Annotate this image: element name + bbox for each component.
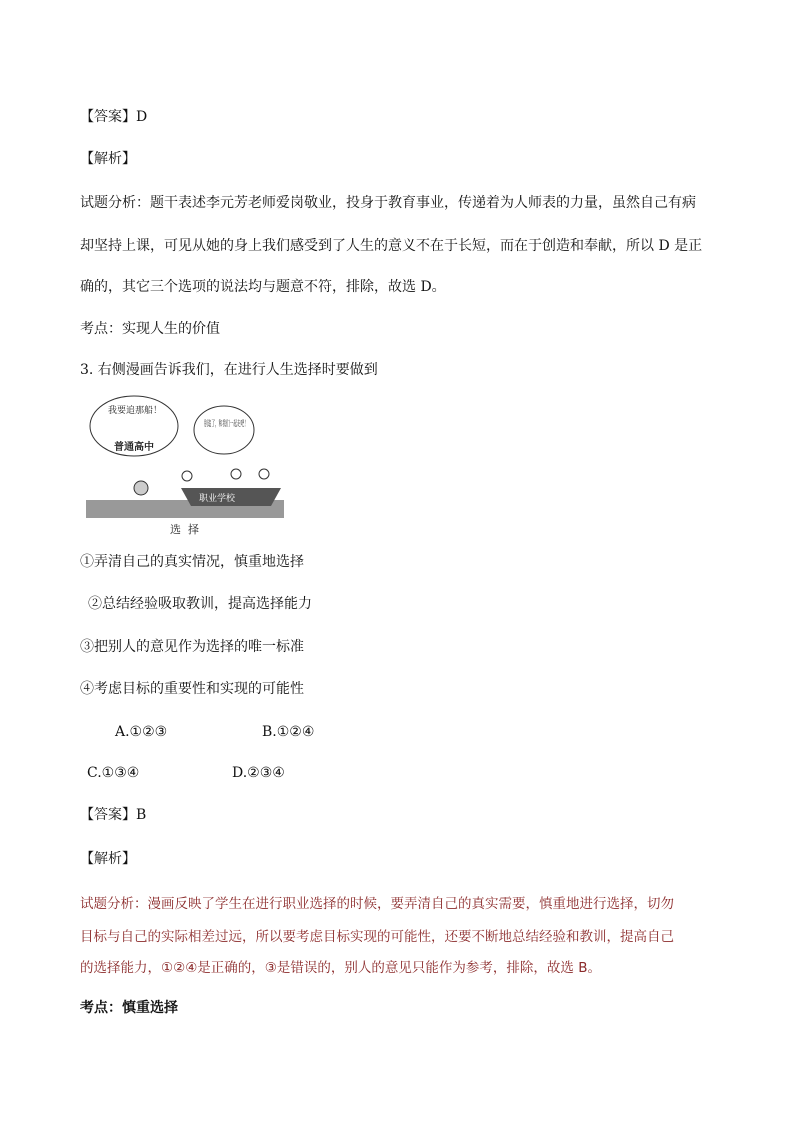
option-c: C.①③④ xyxy=(87,765,140,781)
q2-analysis-line: 试题分析：题干表述李元芳老师爱岗敬业，投身于教育事业，传递着为人师表的力量，虽然自己有病 xyxy=(80,195,696,211)
q2-answer: 【答案】D xyxy=(80,109,148,125)
rower xyxy=(231,469,241,479)
q2-analysis-line: 却坚持上课，可见从她的身上我们感受到了人生的意义不在于长短，而在于创造和奉献，所以 D 是正 xyxy=(80,238,703,254)
q3-analysis-line: 目标与自己的实际相差过远，所以要考虑目标实现的可能性，还要不断地总结经验和教训，提高自己 xyxy=(80,929,674,945)
q3-analysis-line: 的选择能力，①②④是正确的，③是错误的，别人的意见只能作为参考，排除，故选 B。 xyxy=(80,960,601,976)
q3-question: 3. 右侧漫画告诉我们，在进行人生选择时要做到 xyxy=(80,362,378,378)
rower xyxy=(182,471,192,481)
cartoon-image xyxy=(86,388,286,538)
q3-answer: 【答案】B xyxy=(80,807,147,823)
q2-point: 考点：实现人生的价值 xyxy=(80,321,220,337)
swimmer xyxy=(134,481,148,495)
q3-analysis-label: 【解析】 xyxy=(80,851,136,867)
option-a: A.①②③ xyxy=(115,724,168,740)
bubble-right-text xyxy=(204,418,248,429)
option-b: B.①②④ xyxy=(262,724,315,740)
q3-analysis-line: 试题分析：漫画反映了学生在进行职业选择的时候，要弄清自己的真实需要，慎重地进行选择，切勿 xyxy=(80,896,674,912)
bubble-left-text: 我要追那船！ xyxy=(108,406,163,416)
q2-analysis-label: 【解析】 xyxy=(80,151,136,167)
q3-point: 考点：慎重选择 xyxy=(80,1000,178,1016)
rower xyxy=(259,469,269,479)
statement: ②总结经验吸取教训，提高选择能力 xyxy=(88,596,312,612)
statement: ④考虑目标的重要性和实现的可能性 xyxy=(80,681,304,697)
q2-analysis-line: 确的，其它三个选项的说法均与题意不符，排除，故选 D。 xyxy=(80,279,446,295)
cartoon-caption: 选 择 xyxy=(170,523,199,536)
statement: ①弄清自己的真实情况，慎重地选择 xyxy=(80,554,304,570)
option-d: D.②③④ xyxy=(232,765,285,781)
speech-bubble-right xyxy=(194,406,254,454)
ship-label: 普通高中 xyxy=(114,442,154,453)
boat-label: 职业学校 xyxy=(199,494,236,504)
statement: ③把别人的意见作为选择的唯一标准 xyxy=(80,639,304,655)
